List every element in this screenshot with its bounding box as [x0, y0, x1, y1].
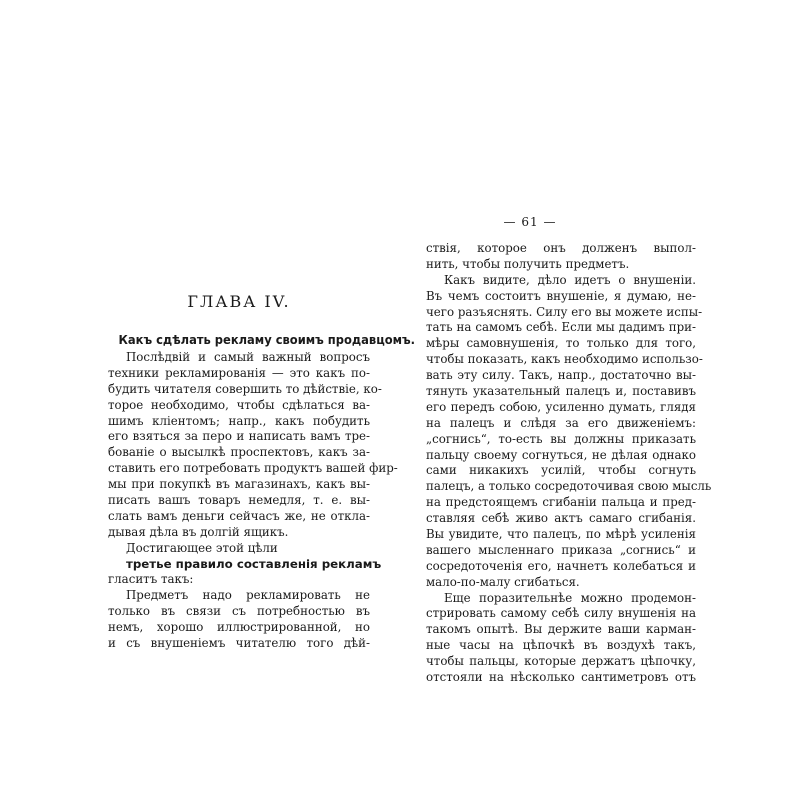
- text-line: Достигающее этой цѣли: [126, 540, 278, 555]
- text-line: Въ чемъ состоитъ внушеніе, я думаю, не-: [426, 288, 696, 303]
- text-line: Вы увидите, что палецъ, по мѣрѣ усиленія: [426, 527, 696, 542]
- text-line: тать на самомъ себѣ. Если мы дадимъ при-: [426, 320, 696, 335]
- text-line: сосредоточенія его, начнетъ колебаться и: [426, 558, 696, 573]
- text-line: тянуть указательный палецъ и, поставивъ: [426, 384, 696, 399]
- text-line: торое необходимо, чтобы сдѣлаться ва-: [108, 397, 370, 412]
- text-line: ставляя себѣ живо актъ самаго сгибанія.: [426, 511, 696, 526]
- page-number: — 61 —: [503, 215, 557, 229]
- right-page: [426, 200, 712, 685]
- chapter-title: ГЛАВА IV.: [187, 292, 291, 311]
- text-line: дывая дѣла въ долгій ящикъ.: [108, 524, 289, 539]
- text-line: мы при покупкѣ въ магазинахъ, какъ вы-: [108, 477, 370, 492]
- text-line: стрировать самому себѣ силу внушенія на: [426, 606, 696, 621]
- text-line: Послѣдвій и самый важный вопросъ: [126, 350, 370, 364]
- text-line: ставить его потребовать продуктъ вашей фир-: [108, 461, 398, 476]
- text-line: вать эту силу. Такъ, напр., достаточно вы-: [426, 368, 696, 383]
- text-line: бованіе о высылкѣ проспектовъ, какъ за-: [108, 445, 370, 460]
- text-line: отстояли на нѣсколько сантиметровъ отъ: [426, 670, 696, 685]
- text-line: будить читателя совершить то дѣйствіе, ко-: [108, 381, 382, 396]
- text-line: шимъ кліентомъ; напр., какъ побудить: [108, 413, 370, 428]
- text-line: Какъ видите, дѣло идетъ о внушеніи.: [444, 272, 696, 287]
- right-page-text: [426, 241, 712, 686]
- text-line: его взяться за перо и написать вамъ тре-: [108, 429, 370, 444]
- text-line: ные часы на цѣпочкѣ въ воздухѣ такъ,: [426, 638, 696, 653]
- text-line: ствія, которое онъ долженъ выпол-: [426, 241, 696, 255]
- text-line: такомъ опытѣ. Вы держите ваши карман-: [426, 622, 696, 637]
- text-line: только въ связи съ потребностью въ: [108, 604, 370, 619]
- text-line: чтобы показать, какъ необходимо использо-: [426, 352, 703, 367]
- text-line: техники рекламированія — это какъ по-: [108, 365, 370, 380]
- text-line: чтобы пальцы, которые держатъ цѣпочку,: [426, 654, 696, 669]
- left-page-text: [108, 350, 398, 652]
- left-page: [108, 200, 416, 651]
- text-line: вашего мысленнаго приказа „согнись“ и: [426, 542, 696, 557]
- chapter-subtitle: Какъ сдѣлать рекламу своимъ продавцомъ.: [118, 332, 416, 347]
- text-line: Еще поразительнѣе можно продемон-: [444, 590, 696, 605]
- text-line: нить, чтобы получить предметъ.: [426, 256, 630, 271]
- text-line: „согнись“, то-есть вы должны приказать: [426, 431, 696, 446]
- text-line: палецъ, а только сосредоточивая свою мысль: [426, 479, 712, 494]
- text-line: мѣры самовнушенія, то только для того,: [426, 336, 696, 351]
- text-line: его передъ собою, усиленно думать, глядя: [426, 399, 696, 414]
- text-line: чего разъяснять. Силу его вы можете испы-: [426, 304, 703, 319]
- text-line: немъ, хорошо иллюстрированной, но: [108, 620, 370, 635]
- text-line: на палецъ и слѣдя за его движеніемъ:: [426, 415, 696, 430]
- text-line: сами никакихъ усилій, чтобы согнуть: [426, 463, 696, 478]
- text-line: слать вамъ деньги сейчасъ же, не откла-: [108, 508, 370, 523]
- text-line: и съ внушеніемъ читателю того дѣй-: [108, 636, 370, 651]
- text-line: пальцу своему согнуться, не дѣлая однако: [426, 447, 696, 462]
- text-line: Предметъ надо рекламировать не: [126, 588, 370, 603]
- text-line: третье правило составленія рекламъ: [126, 556, 382, 571]
- text-line: писать вашъ товаръ немедля, т. е. вы-: [108, 493, 370, 508]
- text-line: мало-по-малу сгибаться.: [426, 574, 580, 589]
- text-line: гласитъ такъ:: [108, 572, 194, 587]
- text-line: на предстоящемъ сгибаніи пальца и пред-: [426, 495, 696, 510]
